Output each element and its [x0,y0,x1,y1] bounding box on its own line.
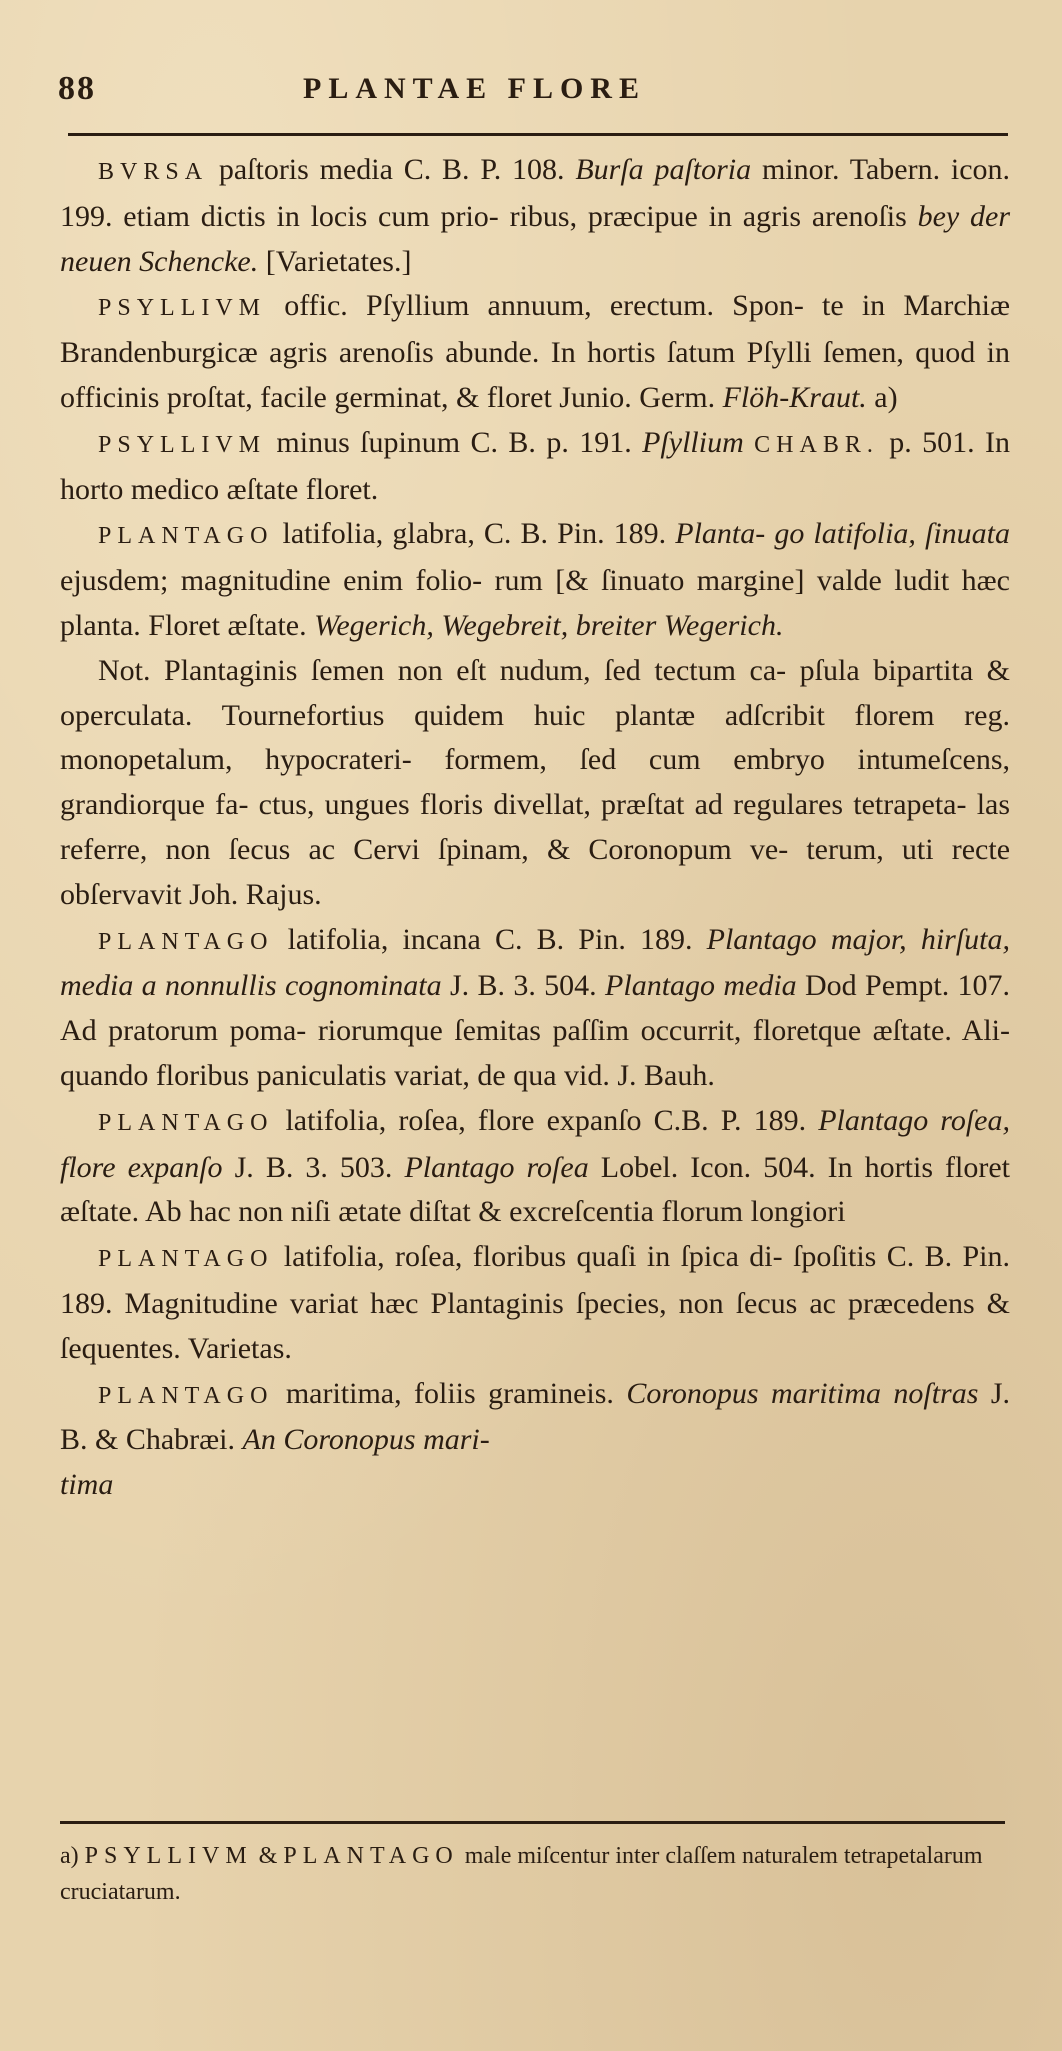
italic-text: Planta- [675,517,766,551]
text-run: germinat, & floret Junio. Germ. [334,380,723,414]
catchword: tima [60,1468,114,1502]
text-run: p. 501. In horto medico æſtate floret. [60,425,1010,506]
text-run: naturalem tetrapetalarum cruciatarum. [60,1843,983,1905]
text-run: ætate diſtat & excreſcentia florum longiori [338,1195,846,1229]
main-text [60,148,1010,1508]
text-run: æſtate. [227,608,315,642]
text-run: latifolia, glabra, C. B. Pin. 189. [273,517,676,551]
text-run: Dod Pempt. 107. Ad pratorum poma- [60,969,1011,1048]
footnote [60,1838,1010,1910]
text-run: minor. Tabern. icon. 199. etiam dictis in locis cum prio- [60,153,1011,233]
italic-text: Flöh-Kraut. [722,380,867,414]
page-number: 88 [58,70,96,107]
text-run: maritima, foliis gramineis. [273,1376,627,1410]
text-run: plantæ adſcribit florem reg. monopetalum, hypocrateri- [60,698,1010,777]
italic-text: Plantago roſea [404,1150,589,1184]
text-run: pſula bipartita & operculata. Tournefortius quidem huic [60,653,1011,732]
italic-text: bey der neuen Schencke. [60,199,1011,278]
text-run: formem, ſed cum embryo intumeſcens, grandiorque fa- [60,743,1011,822]
italic-text: Plantago [706,922,817,956]
small-caps-term: PLANTAGO [283,1843,459,1869]
small-caps-term: PLANTAGO [98,1246,274,1273]
italic-text: major, hirſuta, media a nonnullis cognominata [60,922,1011,1003]
text-run: terum, uti recte obſervavit Joh. Rajus. [60,832,1011,911]
small-caps-term: PSYLLIVM [98,295,267,322]
small-caps-term: PLANTAGO [98,1382,274,1409]
italic-text: Plantago media [605,969,797,1003]
text-run: a) [866,380,898,414]
text-run: hortis ſatum Pſylli ſemen, quod in officinis proſtat, facile [60,336,1010,414]
small-caps-term: PLANTAGO [98,523,274,550]
footnote-rule [60,1821,1005,1824]
text-run: quando floribus paniculatis variat, de qua vid. J. Bauh. [60,1058,715,1092]
text-run: male miſcentur inter claſſem [458,1843,736,1869]
paragraph-bursa [60,148,1010,284]
text-run: rum [& ſinuato margine] valde ludit hæc planta. Floret [60,564,1010,642]
italic-text: An Coronopus mari- [242,1423,490,1457]
small-caps-term: BVRSA [98,159,209,185]
text-run: J. B. 3. 503. [222,1150,405,1184]
text-run: ctus, ungues floris divellat, præſtat ad regulares tetrapeta- [258,788,967,822]
text-run: riorumque ſemitas paſſim occurrit, floretque æſtate. Ali- [317,1014,1010,1048]
small-caps-term: PLANTAGO [98,928,274,955]
text-run: latifolia, roſea, flore expanſo C.B. P. 189. [273,1103,807,1137]
paragraph-plantago5 [60,1372,1010,1464]
text-run: ejusdem; magnitudine enim folio- [60,564,483,598]
paragraph-plantago3 [60,1099,1010,1235]
text-run: ſpoſitis C. B. Pin. 189. Magnitudine variat hæc Plantaginis [60,1240,1011,1320]
footnote-text [60,1838,1010,1910]
text-run: J. B. 3. 504. [441,969,597,1003]
text-run: a) [60,1843,85,1869]
small-caps-term: PSYLLIVM [98,431,267,458]
text-run: Not. Plantaginis ſemen non eſt nudum, ſed tectum ca- [98,653,787,687]
text-run: latifolia, incana C. B. Pin. 189. [273,922,707,956]
small-caps-term: PLANTAGO [98,1109,274,1136]
page-header [58,70,1008,114]
italic-text: Coronopus [626,1376,759,1410]
italic-text: Plantago roſea, flore expanſo [60,1103,1010,1184]
small-caps-term: CHABR. [754,431,879,458]
text-run: te in Marchiæ Brandenburgicæ agris arenoſis abunde. In [60,289,1010,370]
text-run: ſpecies, non ſecus ac præcedens & ſequentes. Varietas. [60,1286,1010,1365]
header-rule [68,133,1008,136]
paragraph-psyllium1 [60,284,1010,420]
italic-text: Burſa paſtoria [575,153,752,186]
italic-text: Wegerich, Wegebreit, breiter Wegerich. [314,608,784,642]
italic-text: maritima noſtras [770,1376,979,1410]
text-run: las referre, non ſecus ac Cervi ſpinam, & Coronopum ve- [60,788,1011,866]
paragraph-plantago2 [60,918,1010,1099]
text-run: paſtoris media C. B. P. 108. [208,153,576,186]
italic-text: Pſyllium [642,425,744,459]
text-run: [Varietates.] [265,244,412,278]
text-run: Lobel. Icon. 504. In hortis floret æſtate. Ab hac non niſi [60,1150,1011,1229]
paragraph-note [60,649,1010,918]
text-run: offic. Pſyllium annuum, erectum. Spon- [266,289,804,323]
text-run: minus ſupinum C. B. p. 191. [266,425,643,459]
running-title: PLANTAE FLORE [303,72,646,105]
paragraph-plantago4 [60,1235,1010,1371]
text-run: & [252,1843,284,1869]
small-caps-term: PSYLLIVM [84,1843,253,1869]
text-run: ribus, præcipue in agris arenoſis [509,199,918,233]
paragraph-plantago1 [60,512,1010,648]
paragraph-psyllium2 [60,421,1010,513]
text-run: J. B. & Chabræi. [60,1376,1010,1457]
text-run: latifolia, roſea, floribus quaſi in ſpica di- [273,1240,783,1274]
italic-text: go latifolia, ſinuata [774,517,1010,551]
